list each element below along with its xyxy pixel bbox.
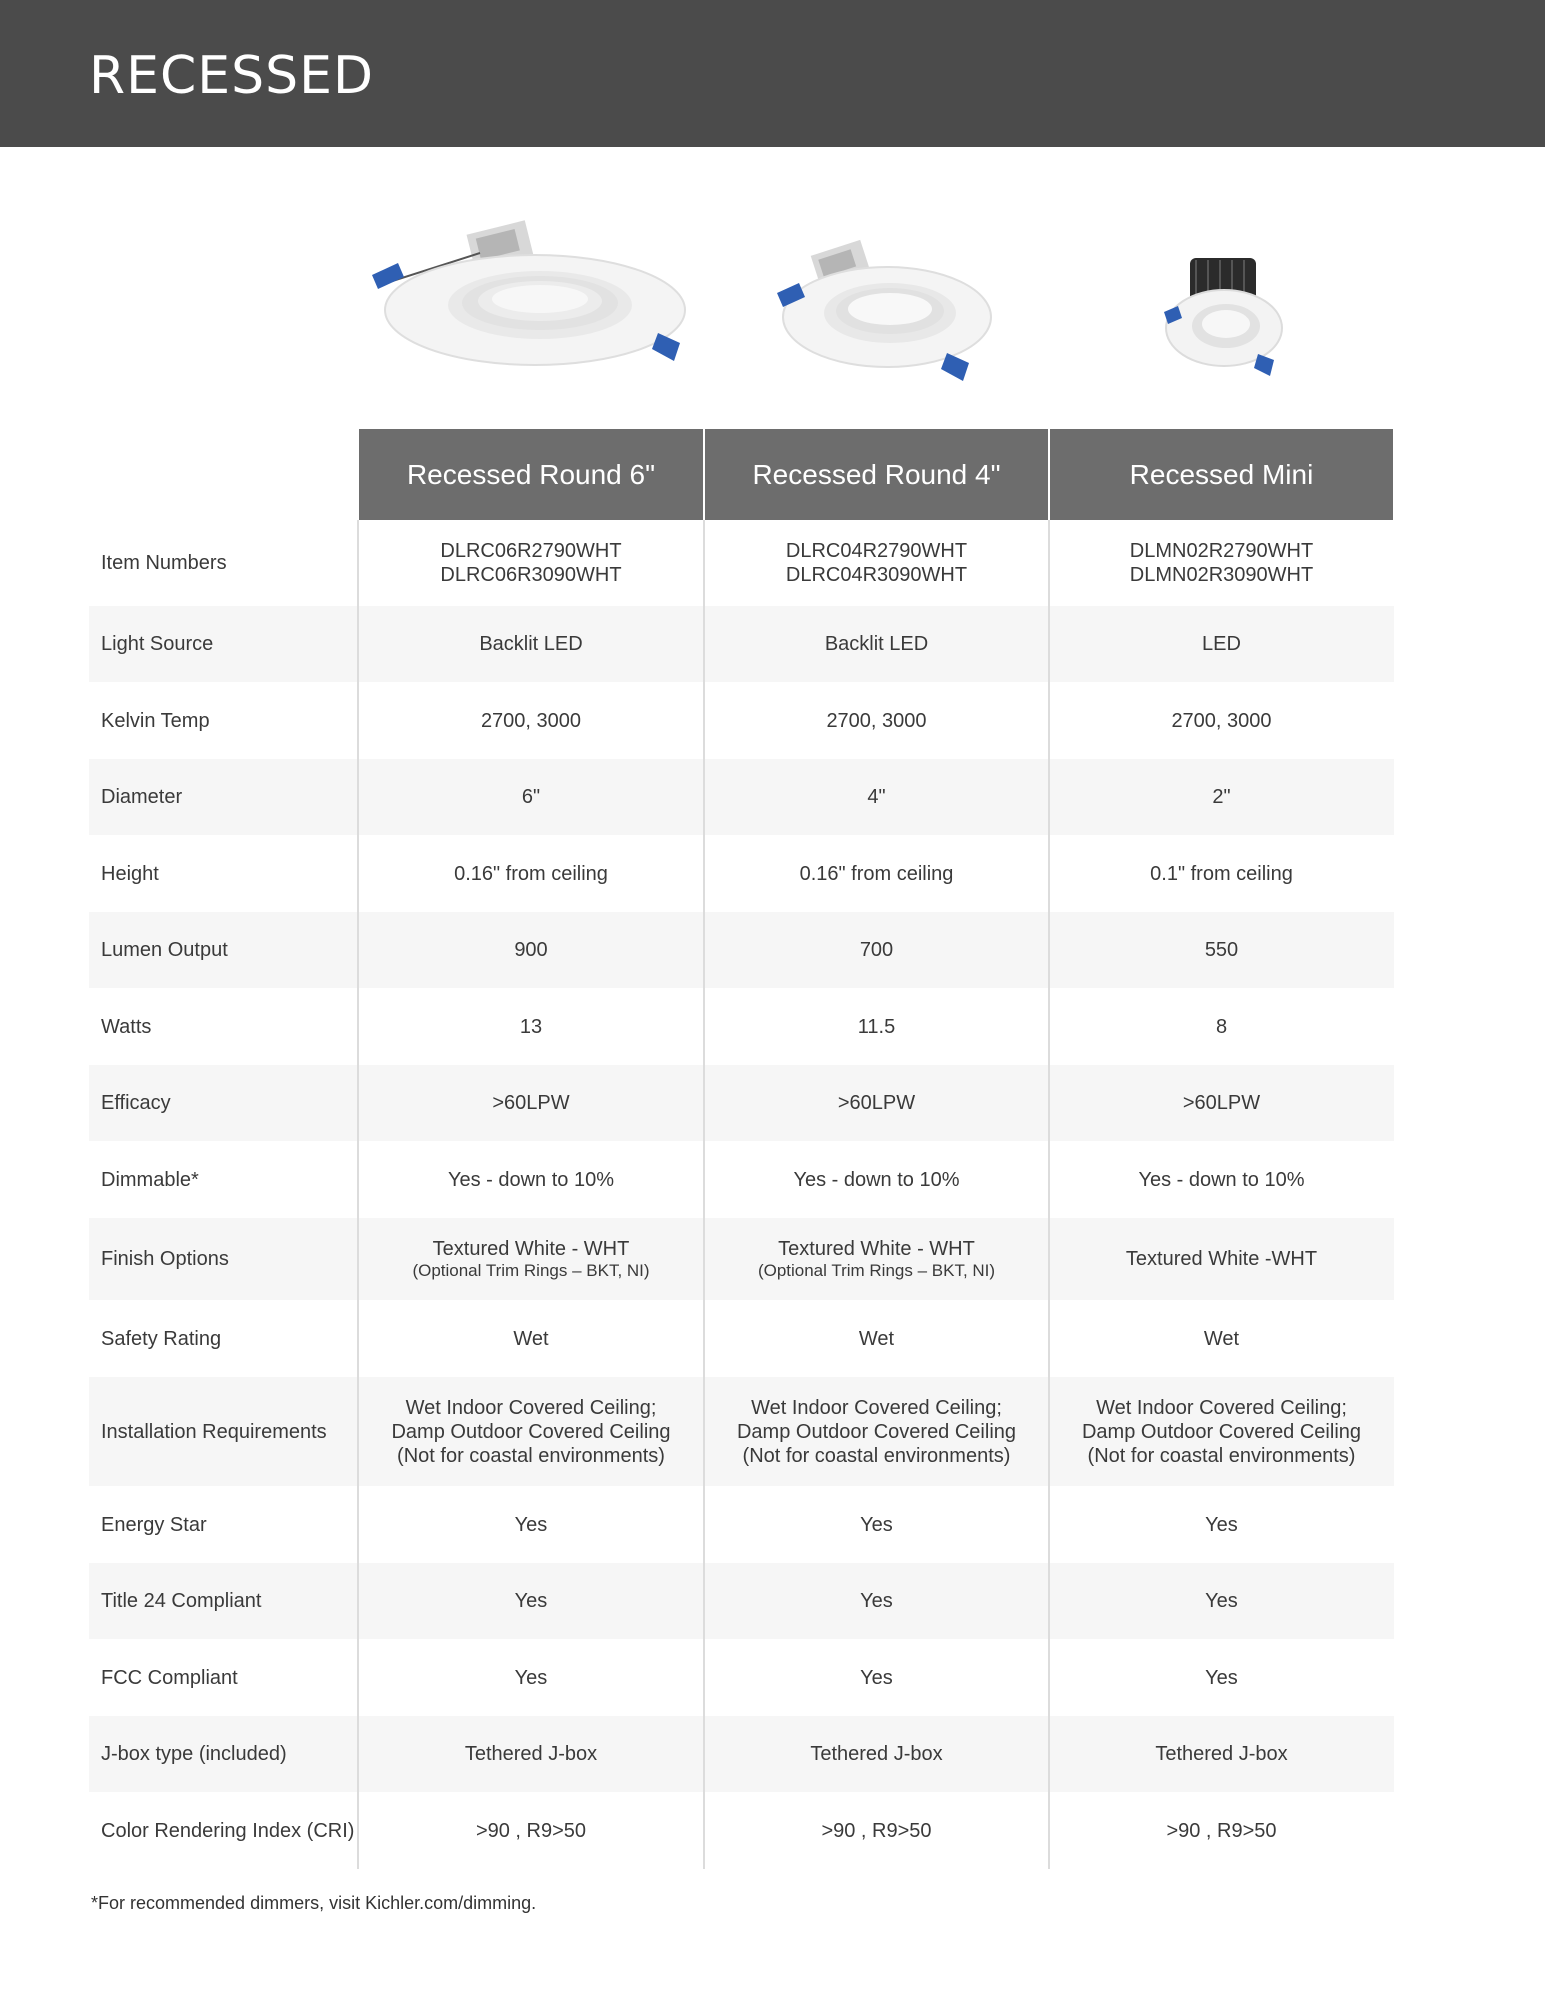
table-cell <box>357 1377 703 1486</box>
cell-line: Yes <box>860 1666 893 1689</box>
cell-line: Yes - down to 10% <box>1138 1168 1305 1191</box>
spec-table <box>89 429 1394 1869</box>
cell-line: (Not for coastal environments) <box>742 1444 1011 1467</box>
cell-line: 2" <box>1212 786 1231 808</box>
table-cell <box>357 759 703 835</box>
column-header-recessed-round-4: Recessed Round 4" <box>703 429 1048 520</box>
row-label: Title 24 Compliant <box>101 1590 262 1612</box>
table-cell <box>703 1486 1048 1563</box>
cell-line: Textured White -WHT <box>1125 1248 1318 1270</box>
cell-line: Tethered J-box <box>1155 1743 1288 1765</box>
cell-line: 0.16" from ceiling <box>454 862 608 885</box>
table-cell <box>357 1792 703 1869</box>
page-title: RECESSED <box>89 46 375 106</box>
cell-line: >60LPW <box>492 1092 570 1114</box>
cell-line: Yes <box>860 1513 893 1536</box>
table-cell <box>357 835 703 912</box>
row-label: Diameter <box>101 786 183 808</box>
table-cell <box>1048 1716 1393 1792</box>
cell-line: 2700, 3000 <box>826 709 927 732</box>
table-cell <box>1048 1377 1393 1486</box>
row-label: Dimmable* <box>101 1168 199 1191</box>
table-cell <box>357 1716 703 1792</box>
table-cell <box>703 1300 1048 1377</box>
row-label: Installation Requirements <box>101 1420 327 1443</box>
row-label: Efficacy <box>101 1092 171 1114</box>
cell-line: 11.5 <box>857 1015 896 1038</box>
table-cell <box>1048 1792 1393 1869</box>
cell-line: (Optional Trim Rings – BKT, NI) <box>757 1261 996 1280</box>
table-row <box>89 988 1394 1065</box>
table-cell <box>1048 606 1393 682</box>
table-cell <box>703 1218 1048 1300</box>
table-row <box>89 520 1394 606</box>
column-header-row <box>89 429 1394 520</box>
table-cell <box>1048 520 1393 606</box>
recessed-round-4-image <box>775 235 995 385</box>
row-label: FCC Compliant <box>101 1666 238 1689</box>
cell-line: Yes <box>860 1590 893 1612</box>
table-cell <box>357 1486 703 1563</box>
cell-line: Wet Indoor Covered Ceiling; <box>751 1396 1002 1419</box>
cell-line: Damp Outdoor Covered Ceiling <box>391 1420 671 1443</box>
table-cell <box>703 1792 1048 1869</box>
cell-line: >60LPW <box>837 1092 916 1114</box>
table-cell <box>1048 682 1393 759</box>
cell-line: >60LPW <box>1182 1092 1261 1114</box>
table-cell <box>1048 1141 1393 1218</box>
row-label: Finish Options <box>101 1248 229 1270</box>
cell-line: >90 , R9>50 <box>1166 1819 1277 1842</box>
row-label: Color Rendering Index (CRI) <box>101 1819 355 1842</box>
table-cell <box>703 835 1048 912</box>
row-label: Lumen Output <box>101 939 228 961</box>
table-cell <box>703 682 1048 759</box>
row-label: Safety Rating <box>101 1327 222 1350</box>
table-cell <box>357 1300 703 1377</box>
table-cell <box>357 1218 703 1300</box>
cell-line: LED <box>1202 633 1241 655</box>
cell-line: Damp Outdoor Covered Ceiling <box>736 1420 1017 1443</box>
table-cell <box>1048 912 1393 988</box>
cell-line: Tethered J-box <box>810 1743 943 1765</box>
cell-line: Wet <box>513 1327 549 1350</box>
table-row <box>89 912 1394 988</box>
cell-line: Yes - down to 10% <box>793 1168 960 1191</box>
cell-line: 550 <box>1204 939 1239 961</box>
cell-line: Damp Outdoor Covered Ceiling <box>1081 1420 1362 1443</box>
table-cell <box>703 1141 1048 1218</box>
table-cell <box>357 1639 703 1716</box>
cell-line: DLRC06R3090WHT <box>440 564 622 586</box>
table-cell <box>357 520 703 606</box>
spec-rows <box>89 520 1394 1869</box>
table-row <box>89 1218 1394 1300</box>
cell-line: Backlit LED <box>479 633 583 655</box>
cell-line: Yes <box>1205 1666 1238 1689</box>
cell-line: Yes <box>1205 1513 1238 1536</box>
footnote: *For recommended dimmers, visit Kichler.com/dimming. <box>91 1893 537 1913</box>
cell-line: 700 <box>859 939 894 961</box>
table-cell <box>357 1065 703 1141</box>
table-cell <box>1048 1218 1393 1300</box>
table-row <box>89 1716 1394 1792</box>
cell-line: DLMN02R2790WHT <box>1129 540 1314 562</box>
recessed-round-6-image <box>370 215 690 375</box>
column-header-recessed-mini: Recessed Mini <box>1048 429 1393 520</box>
cell-line: DLMN02R3090WHT <box>1129 564 1314 586</box>
table-cell <box>1048 1300 1393 1377</box>
cell-line: 2700, 3000 <box>480 709 582 732</box>
cell-line: Backlit LED <box>824 633 929 655</box>
cell-line: Tethered J-box <box>464 1743 598 1765</box>
table-cell <box>1048 1065 1393 1141</box>
table-cell <box>703 759 1048 835</box>
table-row <box>89 1792 1394 1869</box>
cell-line: 8 <box>1215 1015 1228 1038</box>
cell-line: DLRC06R2790WHT <box>440 540 622 562</box>
cell-line: 0.1" from ceiling <box>1150 862 1293 885</box>
cell-line: >90 , R9>50 <box>475 1819 587 1842</box>
row-label: Watts <box>101 1015 152 1038</box>
table-cell <box>1048 1639 1393 1716</box>
table-cell <box>703 988 1048 1065</box>
cell-line: DLRC04R2790WHT <box>785 540 968 562</box>
cell-line: 0.16" from ceiling <box>799 862 954 885</box>
cell-line: Yes - down to 10% <box>447 1168 615 1191</box>
table-row <box>89 759 1394 835</box>
table-cell <box>703 520 1048 606</box>
row-label: Light Source <box>101 633 214 655</box>
cell-line: Yes <box>514 1590 548 1612</box>
cell-line: 2700, 3000 <box>1171 709 1272 732</box>
recessed-mini-image <box>1160 250 1295 380</box>
table-row <box>89 835 1394 912</box>
cell-line: (Not for coastal environments) <box>397 1444 665 1467</box>
table-row <box>89 682 1394 759</box>
cell-line: DLRC04R3090WHT <box>785 564 968 586</box>
cell-line: 900 <box>514 939 548 961</box>
table-row <box>89 1300 1394 1377</box>
table-cell <box>703 912 1048 988</box>
column-header-recessed-round-6: Recessed Round 6" <box>357 429 703 520</box>
table-cell <box>1048 835 1393 912</box>
table-row <box>89 1563 1394 1639</box>
header-blank-cell <box>89 429 357 520</box>
table-cell <box>357 1141 703 1218</box>
row-label: Kelvin Temp <box>101 709 210 732</box>
table-cell <box>703 1639 1048 1716</box>
table-cell <box>357 606 703 682</box>
table-cell <box>1048 759 1393 835</box>
cell-line: Wet <box>858 1327 895 1350</box>
table-cell <box>703 1716 1048 1792</box>
table-row <box>89 1065 1394 1141</box>
table-cell <box>357 988 703 1065</box>
table-cell <box>703 1563 1048 1639</box>
cell-line: 6" <box>521 786 541 808</box>
table-cell <box>703 1377 1048 1486</box>
row-label: Energy Star <box>101 1513 207 1536</box>
table-row <box>89 1141 1394 1218</box>
table-cell <box>1048 988 1393 1065</box>
row-label: J-box type (included) <box>101 1743 287 1765</box>
cell-line: Yes <box>514 1513 548 1536</box>
table-row <box>89 1377 1394 1486</box>
page-header <box>0 0 1545 147</box>
cell-line: Wet <box>1203 1327 1240 1350</box>
table-cell <box>1048 1563 1393 1639</box>
table-row <box>89 1639 1394 1716</box>
cell-line: Textured White - WHT <box>432 1238 630 1260</box>
cell-line: (Not for coastal environments) <box>1087 1444 1356 1467</box>
cell-line: Wet Indoor Covered Ceiling; <box>1096 1396 1347 1419</box>
table-cell <box>357 682 703 759</box>
row-label: Item Numbers <box>101 552 227 574</box>
table-cell <box>703 606 1048 682</box>
table-cell <box>357 912 703 988</box>
row-label: Height <box>101 862 159 885</box>
cell-line: 4" <box>867 786 886 808</box>
cell-line: Yes <box>1205 1590 1238 1612</box>
cell-line: Wet Indoor Covered Ceiling; <box>405 1396 657 1419</box>
cell-line: Textured White - WHT <box>778 1238 975 1260</box>
table-cell <box>1048 1486 1393 1563</box>
table-row <box>89 606 1394 682</box>
cell-line: Yes <box>514 1666 548 1689</box>
cell-line: 13 <box>519 1015 543 1038</box>
table-cell <box>703 1065 1048 1141</box>
cell-line: (Optional Trim Rings – BKT, NI) <box>412 1261 650 1280</box>
table-cell <box>357 1563 703 1639</box>
cell-line: >90 , R9>50 <box>821 1819 932 1842</box>
table-row <box>89 1486 1394 1563</box>
